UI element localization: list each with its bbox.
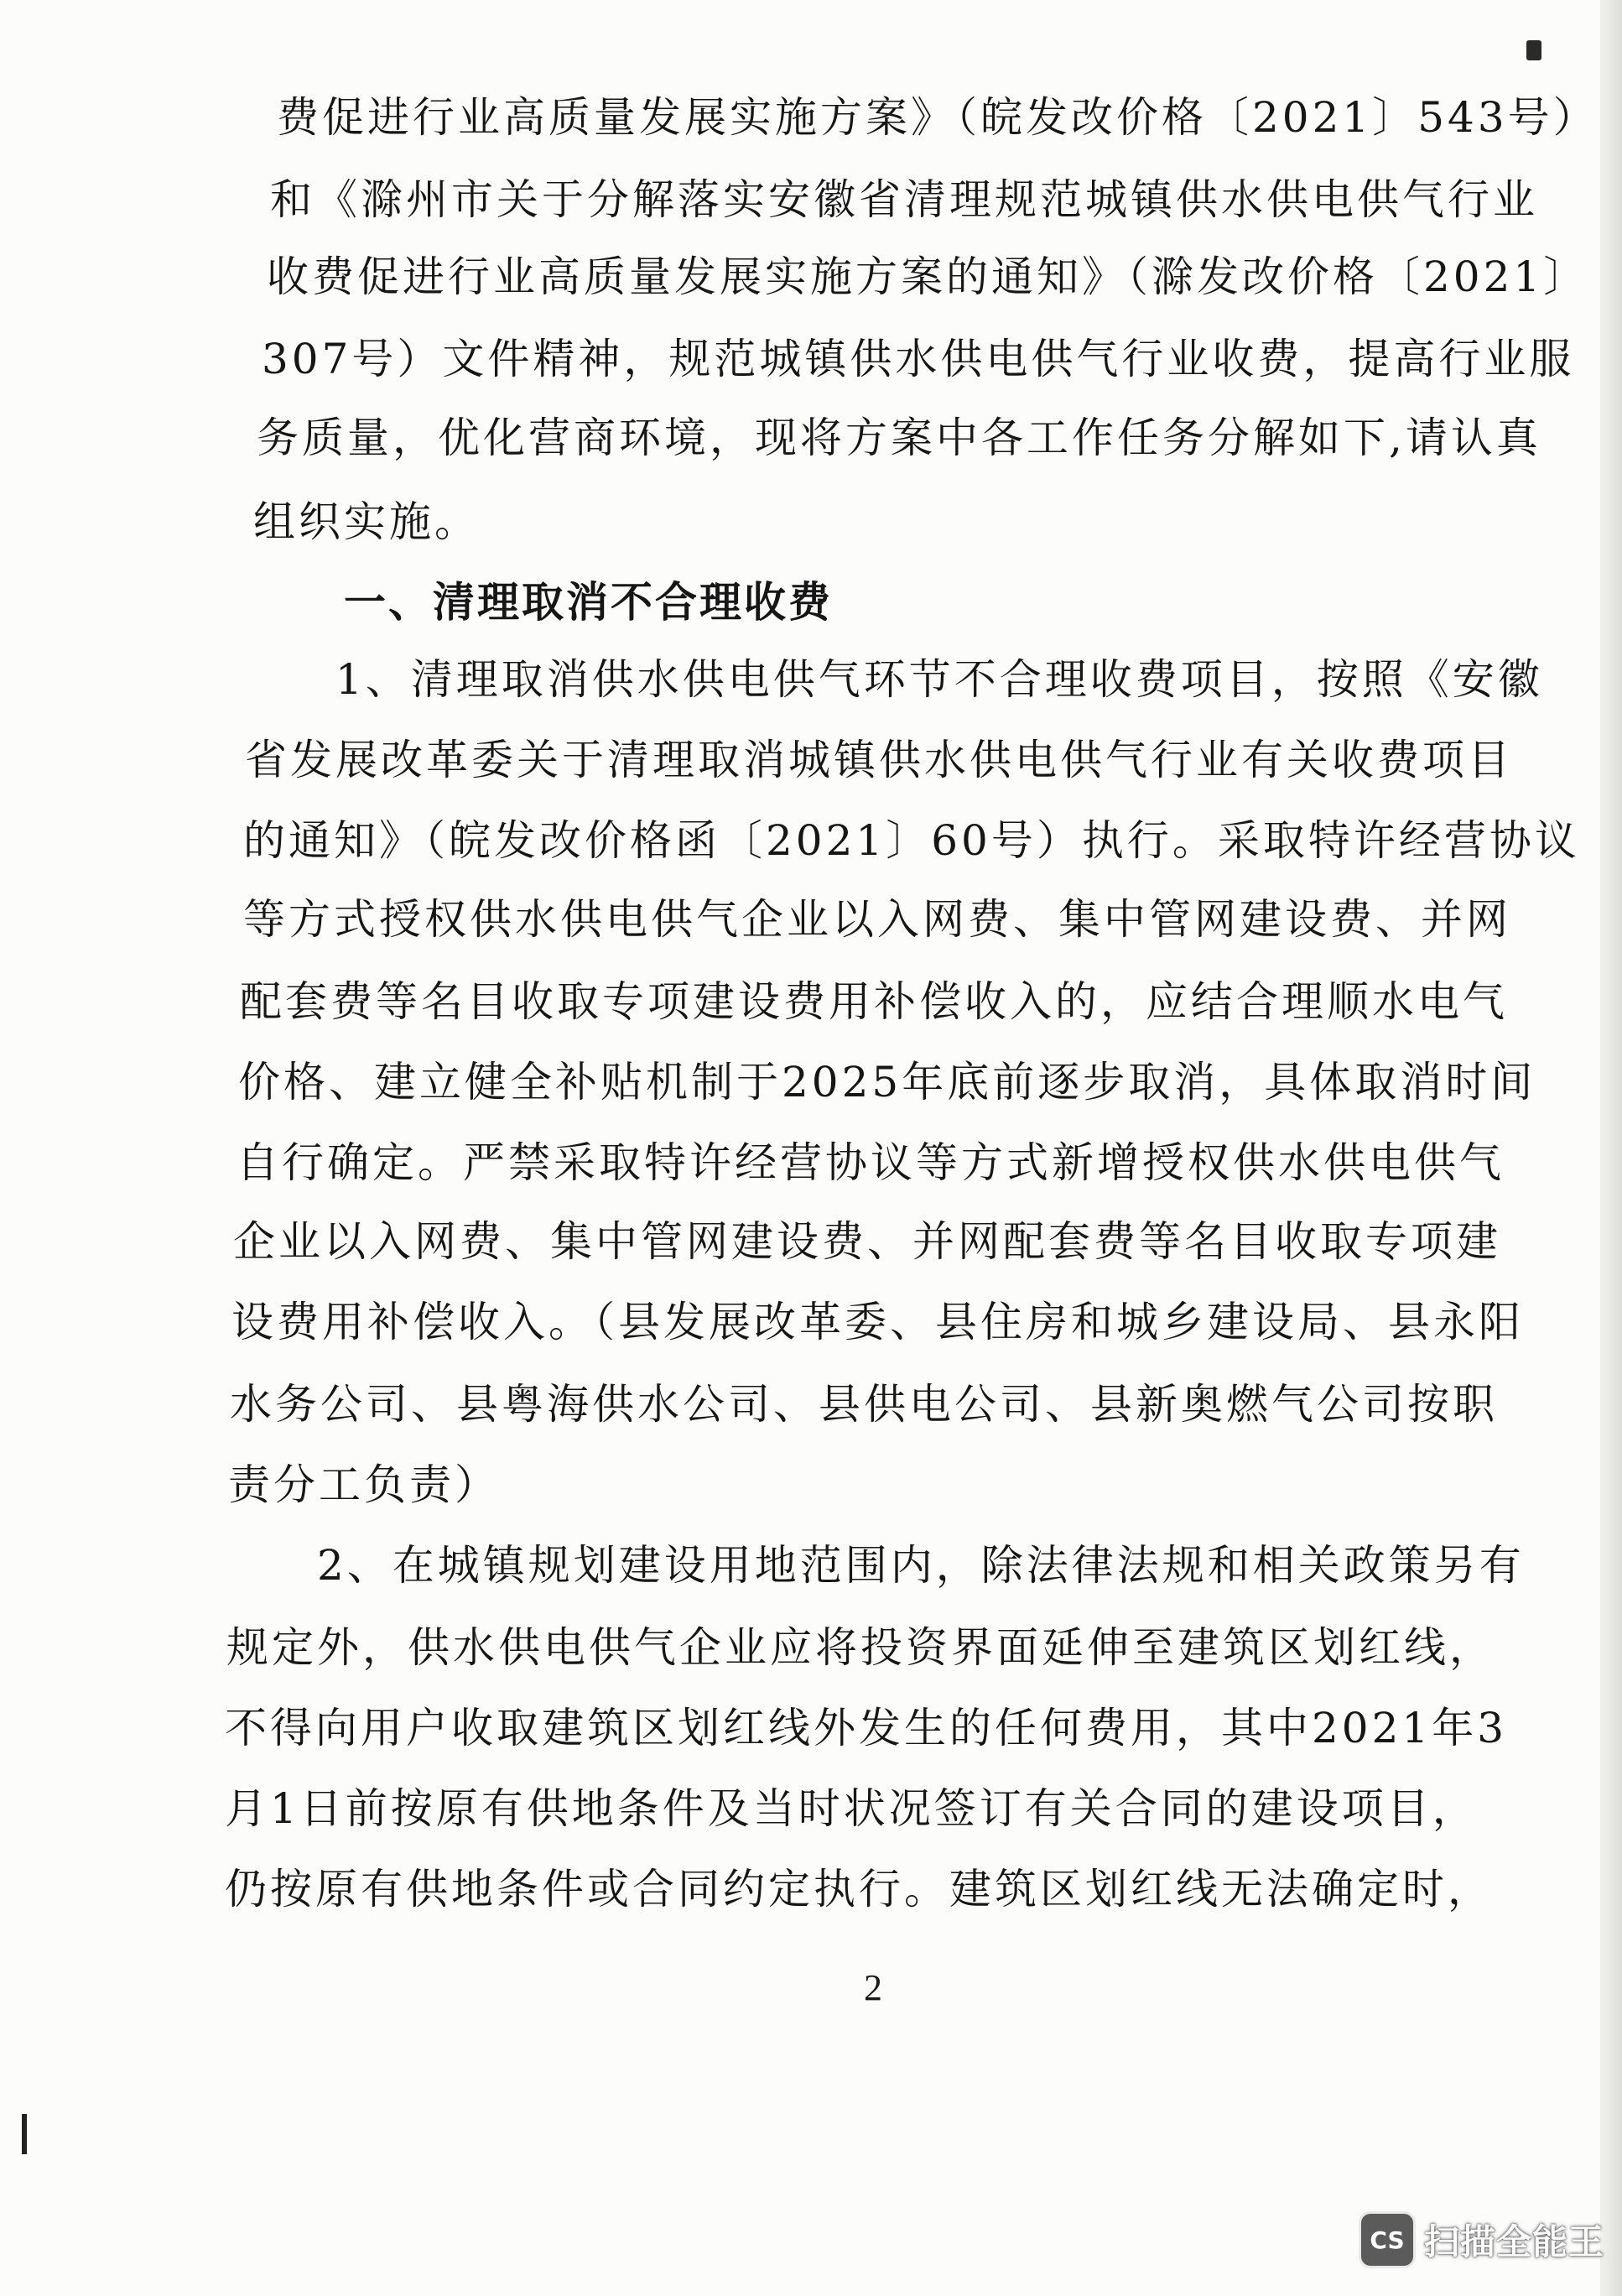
text-line: 收费促进行业高质量发展实施方案的通知》（滁发改价格〔2021〕 [267,253,1589,301]
text-line: 仍按原有供地条件或合同约定执行。建筑区划红线无法确定时， [225,1865,1493,1913]
text-line: 企业以入网费、集中管网建设费、并网配套费等名目收取专项建 [233,1217,1501,1266]
text-line: 规定外，供水供电供气企业应将投资界面延伸至建筑区划红线， [226,1623,1495,1672]
text-line: 不得向用户收取建筑区划红线外发生的任何费用，其中2021年3 [225,1704,1508,1752]
text-line: 自行确定。严禁采取特许经营协议等方式新增授权供水供电供气 [237,1138,1505,1187]
scan-speck [1526,40,1541,60]
text-line: 的通知》（皖发改价格函〔2021〕60号）执行。采取特许经营协议 [243,816,1580,865]
text-line: 省发展改革委关于清理取消城镇供水供电供气行业有关收费项目 [245,736,1513,784]
text-line: 设费用补偿收入。（县发展改革委、县住房和城乡建设局、县永阳 [231,1298,1524,1346]
page-number: 2 [864,1967,882,2008]
scan-edge-shadow [1600,0,1622,2296]
text-line: 责分工负责） [228,1460,500,1509]
text-line: 等方式授权供水供电供气企业以入网费、集中管网建设费、并网 [243,895,1511,944]
text-line: 组织实施。 [253,497,480,546]
text-line: 务质量，优化营商环境，现将方案中各工作任务分解如下,请认真 [257,414,1541,462]
text-line: 价格、建立健全补贴机制于2025年底前逐步取消，具体取消时间 [238,1058,1536,1106]
text-line: 307号）文件精神，规范城镇供水供电供气行业收费，提高行业服 [262,335,1575,383]
text-line: 配套费等名目收取专项建设费用补偿收入的，应结合理顺水电气 [240,977,1508,1026]
text-line: 月1日前按原有供地条件及当时状况签订有关合同的建设项目， [225,1784,1478,1833]
text-line: 和《滁州市关于分解落实安徽省清理规范城镇供水供电供气行业 [270,175,1538,224]
text-line: 费促进行业高质量发展实施方案》（皖发改价格〔2021〕543号） [277,93,1599,142]
text-line: 1、清理取消供水供电供气环节不合理收费项目，按照《安徽 [335,655,1543,704]
watermark-text: 扫描全能王 [1424,2221,1605,2262]
scan-edge-mark [22,2114,27,2154]
text-line: 水务公司、县粤海供水公司、县供电公司、县新奥燃气公司按职 [230,1380,1498,1429]
camscanner-logo-icon: CS [1359,2211,1416,2268]
section-heading: 一、清理取消不合理收费 [344,578,833,627]
text-line: 2、在城镇规划建设用地范围内，除法律法规和相关政策另有 [317,1541,1525,1590]
scanner-watermark [1359,2206,1610,2273]
